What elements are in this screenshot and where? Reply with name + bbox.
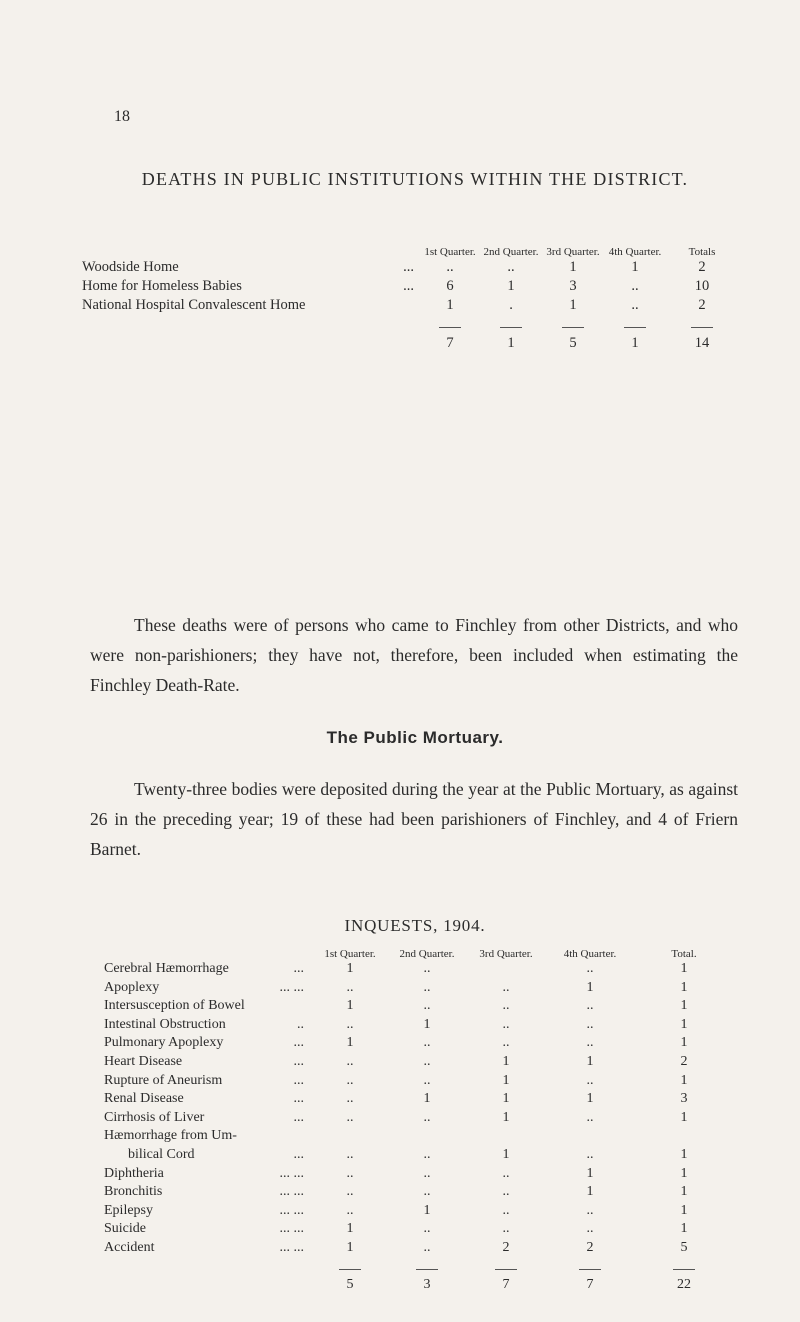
institutions-header-row	[82, 246, 738, 258]
row-leader-dots: ...	[293, 1091, 304, 1107]
row-label	[104, 1034, 310, 1053]
table-row	[104, 1146, 736, 1165]
table-row	[82, 277, 738, 296]
row-leader-dots: ... ...	[279, 1221, 304, 1237]
row-leader-dots: ...	[293, 1146, 304, 1162]
cell-total: 1	[680, 1035, 688, 1051]
inquests-table	[104, 948, 736, 1295]
totals-blank	[104, 1276, 310, 1295]
cell-q2: ..	[423, 1165, 431, 1181]
cell-q1: 6	[446, 278, 454, 294]
cell-q3: 1	[569, 297, 577, 313]
cell-q1: ..	[346, 1109, 354, 1125]
row-label-text: Suicide	[104, 1221, 146, 1237]
institutions-body	[82, 258, 738, 353]
row-leader-dots: ...	[403, 278, 414, 294]
table-row	[104, 1127, 736, 1146]
cell-total: 3	[680, 1091, 688, 1107]
row-label	[104, 1016, 310, 1035]
table-row	[104, 1165, 736, 1184]
row-label-text: Hæmorrhage from Um-	[104, 1128, 237, 1144]
row-label-text: National Hospital Convalescent Home	[82, 297, 306, 313]
cell-total: 1	[680, 1146, 688, 1162]
cell-q3: ..	[502, 1165, 510, 1181]
row-label-text: bilical Cord	[128, 1146, 195, 1162]
totals-blank	[82, 334, 420, 353]
cell-q3: 1	[502, 1146, 510, 1162]
cell-q2: 1	[423, 1016, 431, 1032]
cell-q1: ..	[346, 979, 354, 995]
cell-q1: ..	[346, 1091, 354, 1107]
row-leader-dots: ... ...	[279, 1239, 304, 1255]
cell-q2: 1	[423, 1202, 431, 1218]
total-q4: 7	[586, 1277, 594, 1293]
row-label	[104, 1090, 310, 1109]
cell-q1	[310, 1127, 390, 1146]
cell-q4: ..	[586, 998, 594, 1014]
cell-q4: ..	[586, 1072, 594, 1088]
cell-q1: 1	[346, 961, 354, 976]
cell-q1: 1	[346, 998, 354, 1014]
header-q3: 3rd Quarter.	[546, 246, 600, 258]
cell-q4: ..	[631, 297, 639, 313]
cell-total: 1	[680, 1184, 688, 1200]
row-leader-dots: ... ...	[279, 1165, 304, 1181]
row-label	[104, 1072, 310, 1091]
rule-line	[420, 315, 480, 334]
cell-q3: ..	[502, 998, 510, 1014]
page-title: DEATHS IN PUBLIC INSTITUTIONS WITHIN THE DISTRICT.	[141, 169, 689, 189]
total-q4: 1	[631, 335, 639, 351]
table-row	[82, 296, 738, 315]
total-q1: 7	[446, 335, 454, 351]
cell-total: 1	[680, 998, 688, 1014]
cell-q4: 1	[631, 259, 639, 275]
cell-total: 10	[694, 278, 710, 294]
rule-line	[464, 1258, 548, 1277]
header-q4: 4th Quarter.	[608, 246, 662, 258]
row-label-text: Diphtheria	[104, 1165, 164, 1181]
cell-q2: ..	[423, 961, 431, 976]
header-blank	[104, 948, 310, 960]
table-row	[104, 960, 736, 979]
table-row	[104, 1109, 736, 1128]
row-label-text: Intestinal Obstruction	[104, 1016, 226, 1032]
table-row	[104, 1239, 736, 1258]
inquests-header-row	[104, 948, 736, 960]
total-total: 14	[694, 335, 710, 351]
row-label	[104, 1127, 310, 1146]
row-label	[104, 1183, 310, 1202]
cell-q1: 1	[446, 297, 454, 313]
cell-q1: ..	[346, 1202, 354, 1218]
total-q2: 1	[507, 335, 515, 351]
row-leader-dots: ...	[293, 1109, 304, 1125]
cell-total: 1	[680, 1109, 688, 1125]
cell-q4: 1	[586, 1091, 594, 1107]
rule-line	[542, 315, 604, 334]
total-rule-row	[82, 315, 738, 334]
cell-q1: ..	[346, 1146, 354, 1162]
cell-q2: ..	[423, 1053, 431, 1069]
cell-q4: 1	[586, 1184, 594, 1200]
inquests-title: INQUESTS, 1904.	[344, 916, 486, 935]
table-row	[104, 1202, 736, 1221]
row-label-text: Intersusception of Bowel	[104, 998, 245, 1014]
header-q1: 1st Quarter.	[324, 948, 376, 960]
cell-q2	[390, 1127, 464, 1146]
row-label-text: Epilepsy	[104, 1202, 153, 1218]
rule-line	[632, 1258, 736, 1277]
cell-q4: 1	[586, 1165, 594, 1181]
row-label	[104, 1202, 310, 1221]
cell-q3: 1	[502, 1109, 510, 1125]
cell-total: 2	[698, 259, 706, 275]
cell-q1: ..	[346, 1016, 354, 1032]
cell-q2: .	[509, 297, 513, 313]
table-row	[104, 979, 736, 998]
rule-line	[604, 315, 666, 334]
row-label	[104, 1109, 310, 1128]
cell-q4: 2	[586, 1239, 594, 1255]
cell-q4: ..	[586, 1016, 594, 1032]
row-leader-dots: ...	[293, 1053, 304, 1069]
cell-q1: 1	[346, 1239, 354, 1255]
table-row	[104, 1090, 736, 1109]
row-label-text: Apoplexy	[104, 979, 160, 995]
row-label-text: Bronchitis	[104, 1184, 163, 1200]
cell-q2: ..	[423, 1109, 431, 1125]
cell-q4: ..	[586, 1202, 594, 1218]
cell-q2: ..	[423, 1221, 431, 1237]
rule-line	[666, 315, 738, 334]
row-leader-dots: ...	[293, 1072, 304, 1088]
cell-q3: ..	[502, 1035, 510, 1051]
table-row	[104, 1053, 736, 1072]
table-row	[104, 997, 736, 1016]
header-q4: 4th Quarter.	[563, 948, 617, 960]
cell-q1: ..	[446, 259, 454, 275]
row-leader-dots: ..	[297, 1016, 304, 1032]
cell-q2: ..	[423, 1184, 431, 1200]
cell-q4: ..	[586, 1221, 594, 1237]
cell-q3: 1	[569, 259, 577, 275]
row-label-text: Woodside Home	[82, 259, 179, 275]
rule-line	[480, 315, 542, 334]
cell-q3: ..	[502, 979, 510, 995]
mortuary-heading: The Public Mortuary.	[326, 728, 504, 747]
cell-q1: 1	[346, 1035, 354, 1051]
rule-blank	[104, 1258, 310, 1277]
cell-q3: ..	[502, 1202, 510, 1218]
table-row	[104, 1034, 736, 1053]
header-q3: 3rd Quarter.	[479, 948, 533, 960]
cell-q2: ..	[423, 998, 431, 1014]
row-label	[104, 1220, 310, 1239]
cell-q1: ..	[346, 1184, 354, 1200]
row-label-text: Pulmonary Apoplexy	[104, 1035, 224, 1051]
row-leader-dots: ... ...	[279, 1202, 304, 1218]
cell-total: 1	[680, 1221, 688, 1237]
cell-q2: 1	[507, 278, 515, 294]
cell-total: 1	[680, 1016, 688, 1032]
cell-q4: ..	[631, 278, 639, 294]
cell-total: 1	[680, 1165, 688, 1181]
header-q2: 2nd Quarter.	[399, 948, 455, 960]
rule-line	[390, 1258, 464, 1277]
row-label	[82, 277, 420, 296]
row-label	[104, 979, 310, 998]
cell-q3: 1	[502, 1072, 510, 1088]
cell-q2: ..	[423, 1146, 431, 1162]
row-label-text: Home for Homeless Babies	[82, 278, 242, 294]
cell-total: 1	[680, 979, 688, 995]
row-leader-dots: ...	[293, 1035, 304, 1051]
cell-total: 5	[680, 1239, 688, 1255]
cell-q1: ..	[346, 1053, 354, 1069]
row-label-text: Cerebral Hæmorrhage	[104, 961, 229, 976]
cell-q2: ..	[423, 979, 431, 995]
header-q2: 2nd Quarter.	[483, 246, 539, 258]
row-label	[104, 997, 310, 1016]
cell-total: 1	[680, 961, 688, 976]
cell-q3: 1	[502, 1091, 510, 1107]
cell-q2: ..	[423, 1239, 431, 1255]
cell-q3: 3	[569, 278, 577, 294]
cell-q3	[464, 1127, 548, 1146]
rule-line	[548, 1258, 632, 1277]
totals-row	[82, 334, 738, 353]
cell-q3: ..	[502, 1184, 510, 1200]
cell-q3: ..	[502, 1016, 510, 1032]
cell-q3: 2	[502, 1239, 510, 1255]
cell-q2: ..	[423, 1072, 431, 1088]
table-row	[82, 258, 738, 277]
row-leader-dots: ...	[293, 961, 304, 976]
rule-line	[310, 1258, 390, 1277]
cell-q3	[464, 960, 548, 979]
cell-q1: ..	[346, 1165, 354, 1181]
cell-total	[632, 1127, 736, 1146]
row-label-text: Rupture of Aneurism	[104, 1072, 223, 1088]
cell-q4	[548, 1127, 632, 1146]
header-q1: 1st Quarter.	[424, 246, 476, 258]
row-label	[104, 1146, 310, 1165]
paragraph-mortuary: Twenty-three bodies were deposited during the year at the Public Mortuary, as against 26 in the preceding year; 19 of these had been parishioners of Finchley, and 4 of Friern Barnet.	[90, 779, 738, 859]
cell-q1: ..	[346, 1072, 354, 1088]
header-total: Total.	[671, 948, 697, 960]
row-label	[104, 1165, 310, 1184]
total-q3: 7	[502, 1277, 510, 1293]
row-label-text: Cirrhosis of Liver	[104, 1109, 205, 1125]
table-row	[104, 1220, 736, 1239]
row-leader-dots: ... ...	[279, 1184, 304, 1200]
page-number: 18	[114, 108, 130, 125]
header-total: Totals	[688, 246, 716, 258]
cell-q1: 1	[346, 1221, 354, 1237]
total-total: 22	[677, 1277, 691, 1293]
rule-blank	[82, 315, 420, 334]
row-label	[104, 1239, 310, 1258]
cell-total: 2	[698, 297, 706, 313]
row-label	[104, 1053, 310, 1072]
cell-total: 1	[680, 1202, 688, 1218]
row-leader-dots: ...	[403, 259, 414, 275]
row-label	[82, 296, 420, 315]
cell-q4: ..	[586, 961, 594, 976]
cell-q3: 1	[502, 1053, 510, 1069]
cell-q4: ..	[586, 1035, 594, 1051]
table-row	[104, 1016, 736, 1035]
table-row	[104, 1072, 736, 1091]
cell-q4: 1	[586, 979, 594, 995]
total-q3: 5	[569, 335, 577, 351]
cell-q2: ..	[423, 1035, 431, 1051]
row-label	[104, 960, 310, 979]
total-q1: 5	[346, 1277, 354, 1293]
table-row	[104, 1183, 736, 1202]
cell-q4: ..	[586, 1146, 594, 1162]
row-label-text: Accident	[104, 1239, 155, 1255]
cell-q4: 1	[586, 1053, 594, 1069]
paragraph-nonparishioners: These deaths were of persons who came to Finchley from other Districts, and who were non-parishioners; they have not, therefore, been included when estimating the Finchley Death-Rate.	[90, 615, 738, 695]
total-q2: 3	[423, 1277, 431, 1293]
row-label-text: Renal Disease	[104, 1091, 184, 1107]
row-label	[82, 258, 420, 277]
row-label-text: Heart Disease	[104, 1053, 183, 1069]
totals-row	[104, 1276, 736, 1295]
total-rule-row	[104, 1258, 736, 1277]
cell-q2: 1	[423, 1091, 431, 1107]
cell-q4: ..	[586, 1109, 594, 1125]
row-leader-dots: ... ...	[279, 979, 304, 995]
cell-total: 1	[680, 1072, 688, 1088]
institutions-table	[82, 246, 738, 353]
header-blank	[82, 246, 420, 258]
cell-total: 2	[680, 1053, 688, 1069]
cell-q2: ..	[507, 259, 515, 275]
cell-q3: ..	[502, 1221, 510, 1237]
inquests-body	[104, 960, 736, 1295]
